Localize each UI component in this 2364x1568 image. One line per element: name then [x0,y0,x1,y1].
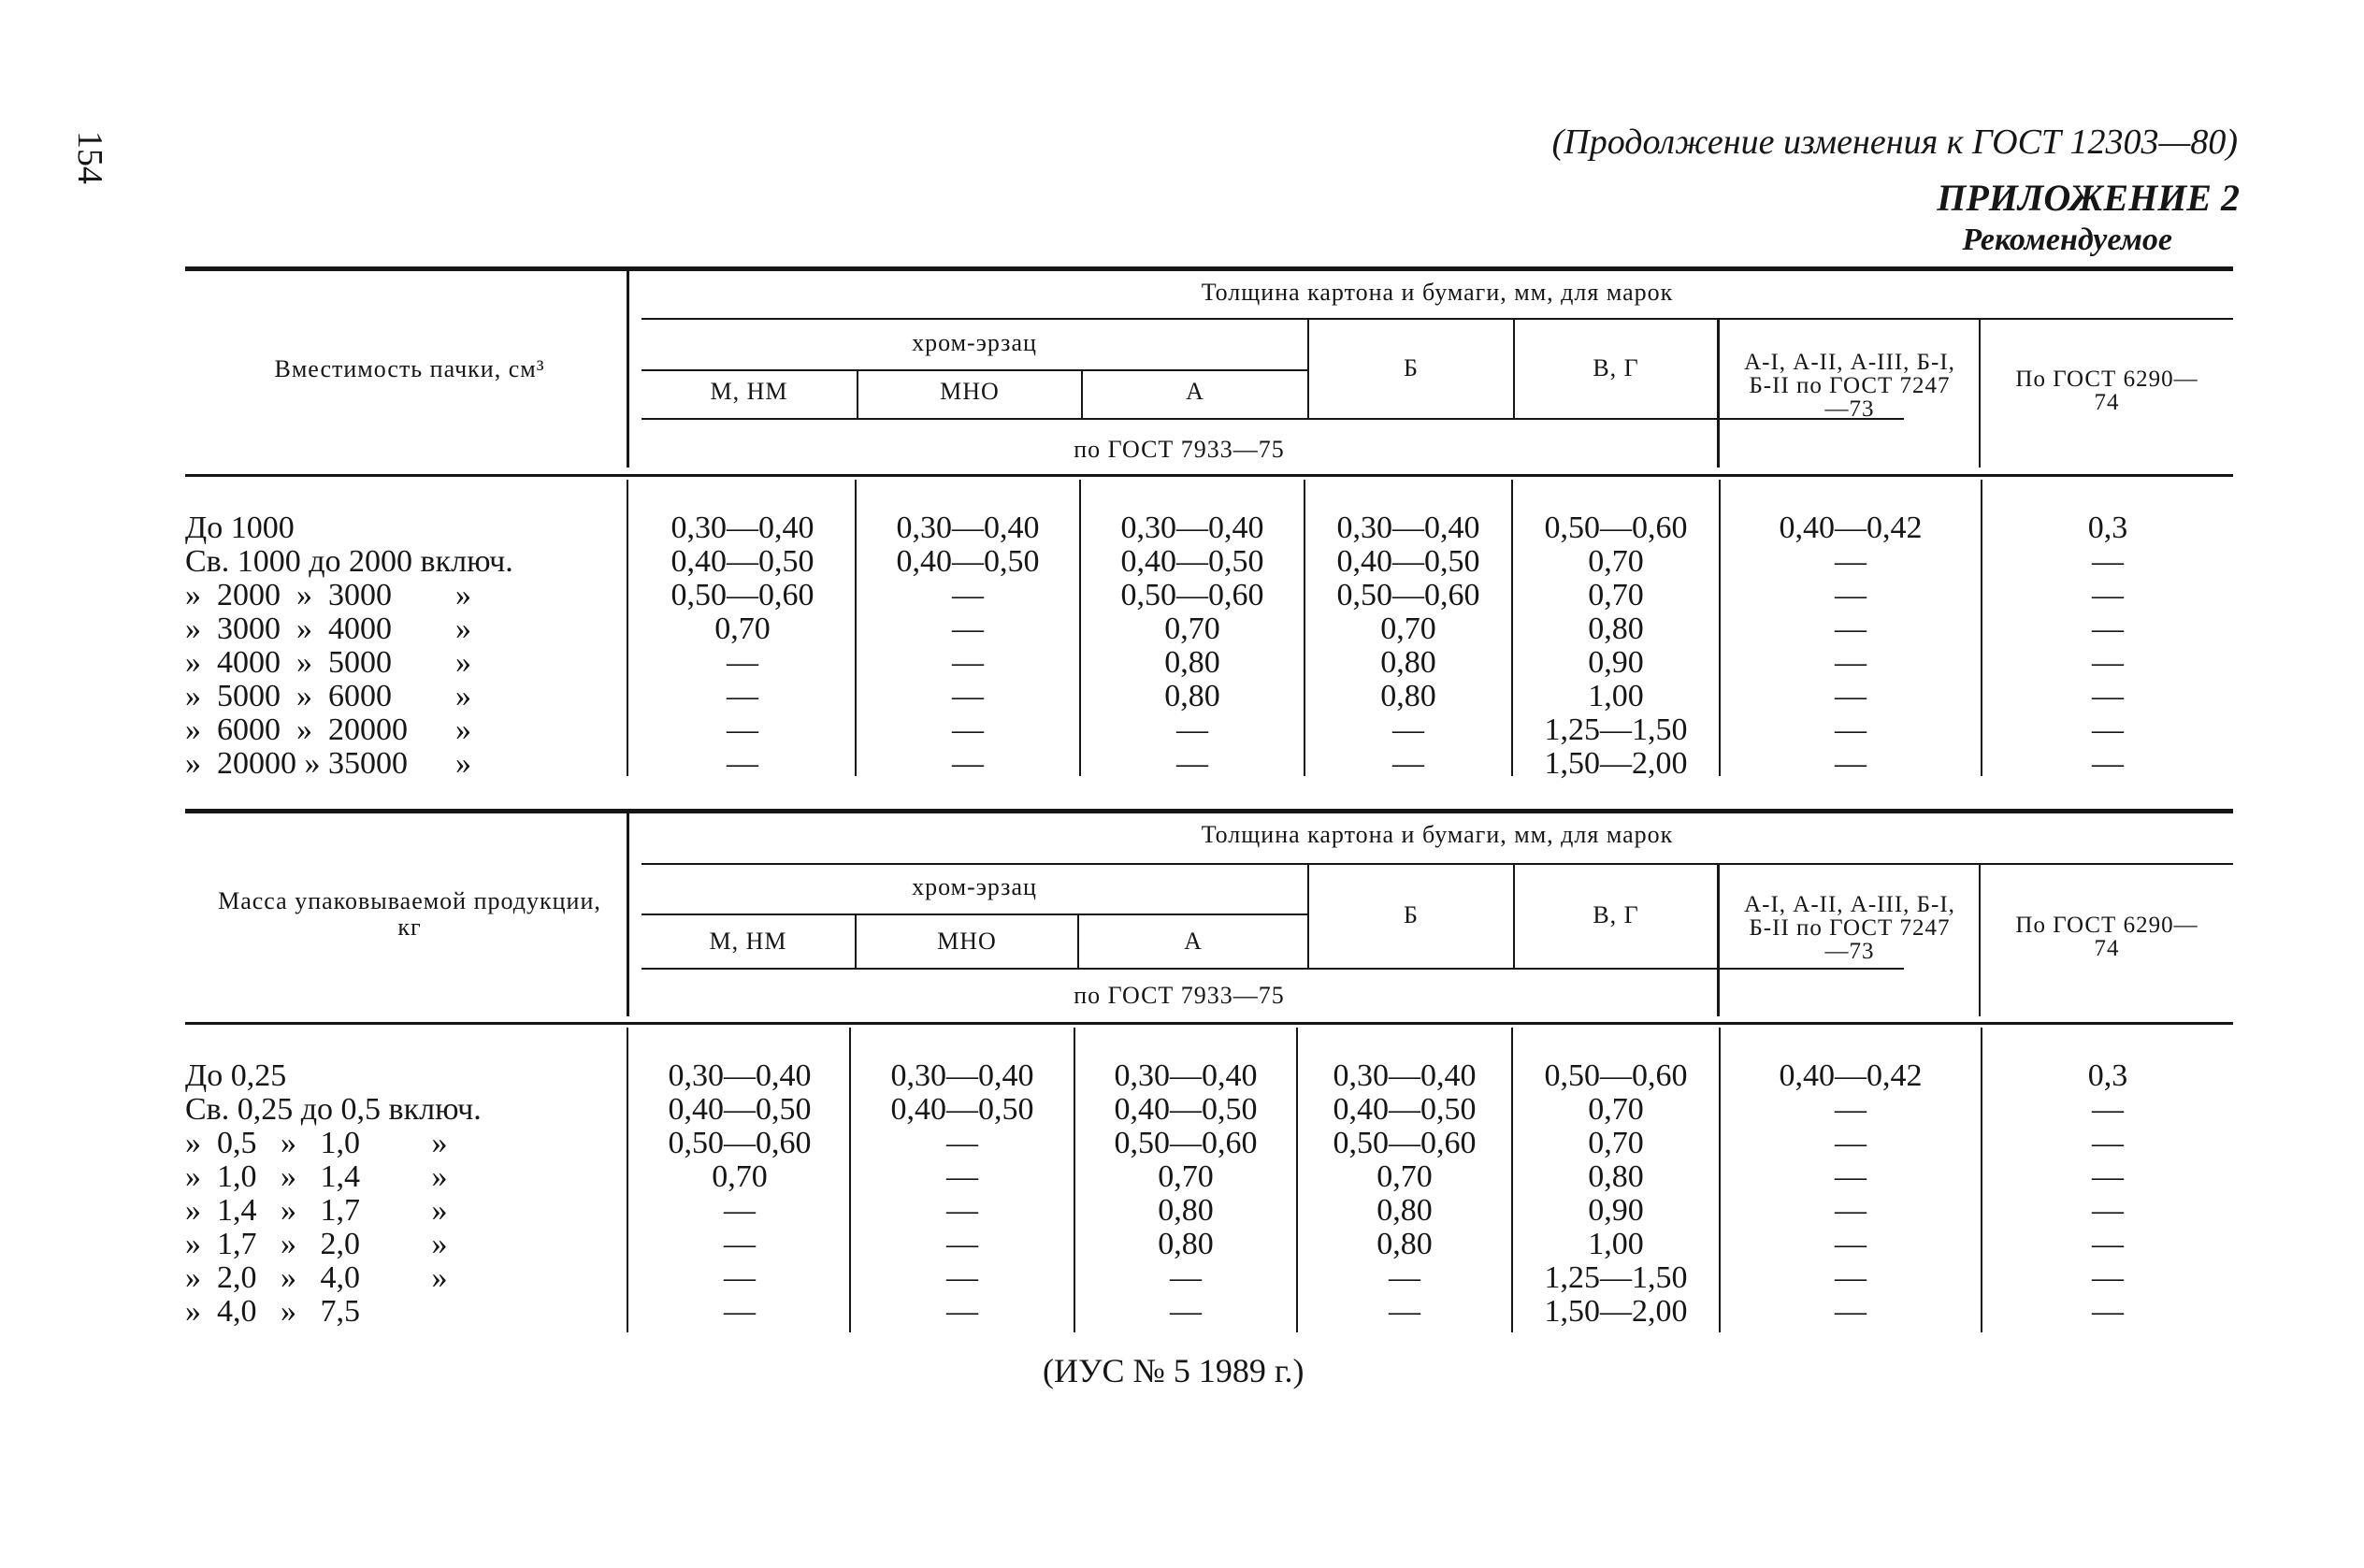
horizontal-rule [641,318,2233,320]
vertical-rule [1979,320,1981,468]
col-header-m-nm: М, НМ [709,928,787,955]
col-header-m-nm: М, НМ [710,378,788,405]
group-header: Толщина картона и бумаги, мм, для марок [1201,279,1674,306]
footer-reference: (ИУС № 5 1989 г.) [1043,1352,1305,1389]
header-bottom-rule [185,474,2233,477]
col-values-v-g: 0,50—0,60 0,70 0,70 0,80 0,90 1,00 1,25—1,50 1,50—2,00 [1544,1058,1688,1329]
appendix-title: ПРИЛОЖЕНИЕ 2 [1937,177,2240,219]
horizontal-rule [641,369,1307,371]
gost-7933-header: по ГОСТ 7933—75 [1074,982,1285,1009]
col-values-gost-7247: 0,40—0,42 — — — — — — — [1779,1058,1923,1329]
col-header-gost-6290: По ГОСТ 6290—74 [2015,913,2198,961]
vertical-rule [627,1028,628,1332]
vertical-rule [1717,320,1720,468]
vertical-rule [1717,865,1720,1016]
col-values-v-g: 0,50—0,60 0,70 0,70 0,80 0,90 1,00 1,25—1,50 1,50—2,00 [1544,511,1688,781]
row-header: Вместимость пачки, см³ [274,355,545,382]
horizontal-rule [641,968,1904,970]
col-header-gost-7247: А-I, А-II, А-III, Б-I, Б-II по ГОСТ 7247—73 [1744,350,1955,422]
col-values-mno: 0,30—0,40 0,40—0,50 — — — — — — [890,1058,1034,1329]
vertical-rule [627,266,629,468]
horizontal-rule [641,913,1307,915]
col-values-m-nm: 0,30—0,40 0,40—0,50 0,50—0,60 0,70 — — — — [668,1058,812,1329]
group-header: Толщина картона и бумаги, мм, для марок [1201,821,1674,848]
vertical-rule [1979,865,1981,1016]
col-header-gost-7247: А-I, А-II, А-III, Б-I, Б-II по ГОСТ 7247—73 [1744,892,1955,964]
appendix-subtitle: Рекомендуемое [1962,223,2172,257]
continuation-note: (Продолжение изменения к ГОСТ 12303—80) [1551,122,2238,162]
col-header-b: Б [1404,901,1419,928]
col-values-gost-6290: 0,3 — — — — — — — [2087,511,2128,781]
col-values-m-nm: 0,30—0,40 0,40—0,50 0,50—0,60 0,70 — — — — [670,511,814,781]
table-package-capacity [185,266,2233,781]
subgroup-header: хром-эрзац [912,873,1037,900]
gost-7933-header: по ГОСТ 7933—75 [1074,436,1285,463]
row-labels: До 0,25 Св. 0,25 до 0,5 включ. » 0,5 » 1,0 » » 1,0 » 1,4 » » 1,4 » 1,7 » » 1,7 » 2,0 » » 2,0 » 4,0 » » 4,0 » 7,5 [185,1058,482,1329]
page-number: 154 [70,131,109,184]
col-header-mno: МНО [940,378,1000,405]
col-header-a: А [1184,928,1203,955]
col-values-b: 0,30—0,40 0,40—0,50 0,50—0,60 0,70 0,80 0,80 — — [1336,511,1480,781]
col-header-mno: МНО [937,928,997,955]
row-header: Масса упаковываемой продукции, кг [218,887,601,941]
horizontal-rule [641,418,1904,420]
col-header-v-g: В, Г [1593,354,1639,381]
col-values-b: 0,30—0,40 0,40—0,50 0,50—0,60 0,70 0,80 0,80 — — [1333,1058,1477,1329]
vertical-rule [627,809,629,1016]
col-values-mno: 0,30—0,40 0,40—0,50 — — — — — — [896,511,1040,781]
col-header-a: А [1186,378,1204,405]
col-values-gost-7247: 0,40—0,42 — — — — — — — [1779,511,1923,781]
col-header-v-g: В, Г [1593,901,1639,928]
col-values-gost-6290: 0,3 — — — — — — — [2087,1058,2128,1329]
col-header-gost-6290: По ГОСТ 6290—74 [2015,367,2198,415]
header-bottom-rule [185,1022,2233,1025]
col-values-a: 0,30—0,40 0,40—0,50 0,50—0,60 0,70 0,80 0,80 — — [1114,1058,1258,1329]
row-labels: До 1000 Св. 1000 до 2000 включ. » 2000 » 3000 » » 3000 » 4000 » » 4000 » 5000 » » 5000 » 6000 » » 6000 » 20000 » » 20000 » 35000 » [185,511,513,781]
table-top-rule [185,809,2233,813]
horizontal-rule [641,863,2233,865]
vertical-rule [627,480,628,776]
table-top-rule [185,266,2233,271]
subgroup-header: хром-эрзац [912,329,1037,356]
col-header-b: Б [1404,354,1419,381]
col-values-a: 0,30—0,40 0,40—0,50 0,50—0,60 0,70 0,80 0,80 — — [1120,511,1264,781]
table-product-mass [185,809,2233,1332]
